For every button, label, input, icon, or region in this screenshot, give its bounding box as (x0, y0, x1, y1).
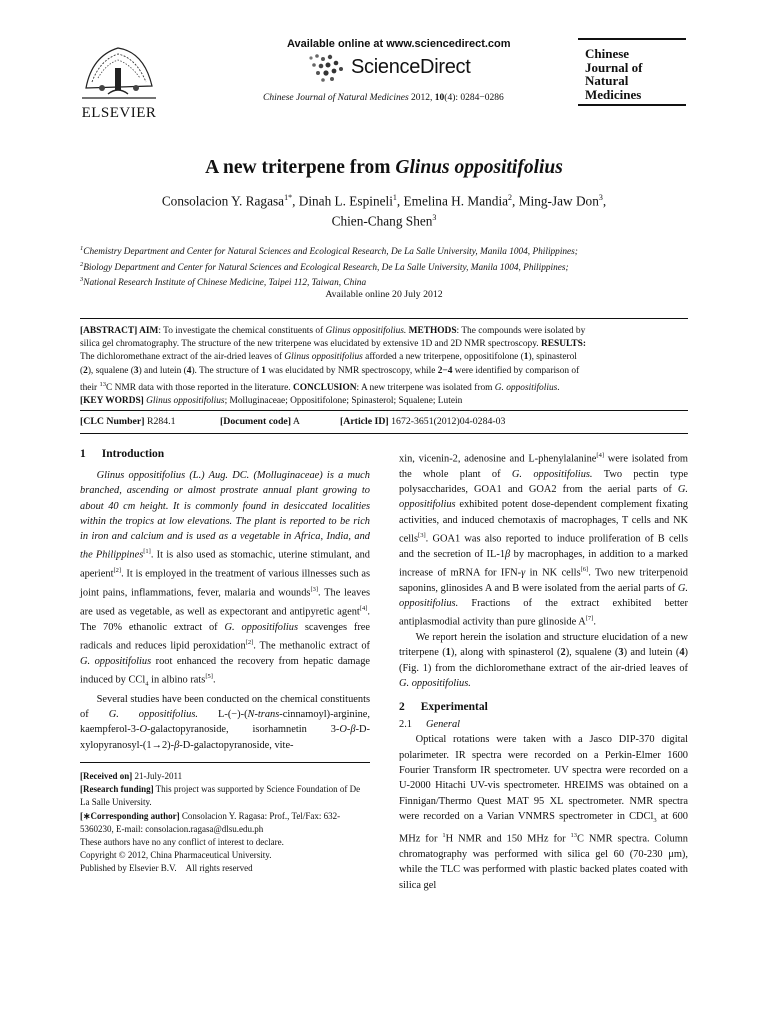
author-name: Consolacion Y. Ragasa (161, 193, 285, 209)
intro-paragraph-4: We report herein the isolation and structure elucidation of a new triterpene (1), along with spinasterol (2), squalene (3) and lutein (4) (Fig. 1) from the dichloromethane extract of the air-dried leaves of G. oppositifolius. (399, 632, 688, 690)
footnote-received: [Received on] 21-July-2011 (80, 771, 183, 781)
authors-line-2 (0, 213, 768, 229)
article-id: [Article ID] 1672-3651(2012)04-0284-03 (340, 416, 506, 427)
article-title (0, 157, 768, 179)
author-name: Ming-Jaw Don (518, 193, 599, 209)
elsevier-tree-icon (78, 38, 160, 102)
author-sup: 2 (508, 193, 513, 202)
author-sup: 3 (598, 193, 603, 202)
document-code: [Document code] A (220, 416, 300, 427)
author-name: Dinah L. Espineli (298, 193, 393, 209)
journal-top-rule (578, 38, 686, 40)
affiliations (80, 243, 690, 290)
right-column (399, 448, 688, 893)
footnote-conflict: These authors have no any conflict of interest to declare. (80, 837, 284, 848)
abstract-top-rule (80, 318, 688, 319)
section-1-heading: 1 Introduction (80, 448, 165, 460)
footnote-copyright: Copyright © 2012, China Pharmaceutical University. (80, 850, 272, 861)
clc-number: [CLC Number] R284.1 (80, 416, 176, 427)
general-paragraph: Optical rotations were taken with a Jasco DIP-370 digital polarimeter. IR spectra were recorded on a Perkin-Elmer 1600 Fourier Transform IR spectrometer. UV spectra were recorded on a U-2000 Hitachi UV-vis spectrometer. HREIMS was obtained on a Finnigan/Thermo Quest MAT 95 XL spectrometer. NMR spectra were recorded on a Varian VNMRS spectrometer in CDCl$_3$ at 600 MHz for $^1$H NMR and 150 MHz for $^{13}$C NMR spectra. Column chromatography was performed with silica gel 60 (70-230 μm), while the TLC was performed with plastic backed plates coated with silica gel (399, 734, 688, 891)
left-column (80, 448, 370, 753)
journal-line-3: Natural (585, 73, 629, 88)
sciencedirect-dots-icon (305, 52, 349, 84)
affiliation: $^2$Biology Department and Center for Natural Sciences and Ecological Research, De La Salle University, Manila 1004, Philippines; (80, 260, 569, 273)
section-2-heading: 2 Experimental (399, 701, 488, 714)
citation-year: 2012, (408, 93, 435, 103)
abstract-mid-rule (80, 410, 688, 411)
clc-line (80, 416, 688, 427)
journal-bottom-rule (578, 104, 686, 106)
abstract-line: (2), squalene (3) and lutein (4). The structure of 1 was elucidated by NMR spectroscopy, while 2−4 were identified by comparison of (80, 365, 580, 376)
elsevier-logo (78, 38, 160, 121)
abstract-line: The dichloromethane extract of the air-dried leaves of Glinus oppositifolius afforded a new triterpene, oppositifolone (1), spinasterol (80, 352, 577, 363)
citation-line (263, 93, 504, 103)
title-species: Glinus oppositifolius (395, 157, 563, 178)
elsevier-wordmark: ELSEVIER (81, 105, 157, 121)
footnote-corresponding: [∗Corresponding author] Consolacion Y. Ragasa: Prof., Tel/Fax: 632-5360230, E-mail: consolacion.ragasa@dlsu.edu.ph (80, 810, 341, 834)
journal-line-1: Chinese (585, 46, 630, 61)
abstract-line: [ABSTRACT] AIM: To investigate the chemical constituents of Glinus oppositifolius. METHODS: The compounds were isolated by (80, 326, 586, 336)
title-text: A new triterpene from (205, 157, 396, 178)
sciencedirect-wordmark: ScienceDirect (351, 56, 471, 78)
journal-line-2: Journal of (585, 59, 643, 75)
abstract-block (80, 325, 688, 408)
author-sup: 1* (284, 193, 293, 202)
footnote-funding: [Research funding] This project was supported by Science Foundation of De La Salle University. (80, 784, 361, 808)
available-date: Available online 20 July 2012 (325, 289, 443, 300)
journal-line-4: Medicines (585, 86, 642, 102)
subsection-2-1-heading: 2.1 General (399, 719, 461, 731)
author-name: Emelina H. Mandia (403, 193, 509, 209)
footnote-published: Published by Elsevier B.V. All rights reserved (80, 863, 253, 874)
footnotes (80, 770, 370, 876)
affiliation: $^1$Chemistry Department and Center for Natural Sciences and Ecological Research, De La Salle University, Manila 1004, Philippines; (80, 245, 578, 258)
citation-pages: (4): 0284−0286 (444, 93, 504, 103)
citation-volume: 10 (434, 93, 445, 103)
available-online-banner: Available online at www.sciencedirect.com (287, 38, 511, 50)
intro-paragraph-1: Glinus oppositifolius (L.) Aug. DC. (Molluginaceae) is a much branched, ascending or almost prostrate annual plant growing to about 40 cm height. It is commonly found in desiccated localities within the tropics at low elevations. The plant is reported to be rich in iron and calcium and is used as a vegetable in Africa, India, and the Philippines[1]. It is also used as stomachic, uterine stimulant, and aperient[2]. It is employed in the treatment of various illnesses such as joint pains, inflammations, fever, malaria and wounds[3]. The leaves are used as vegetable, as well as expectorant and antipyretic agent[4]. The 70% ethanolic extract of G. oppositifolius scavenges free radicals and reduces lipid peroxidation[2]. The methanolic extract of G. oppositifolius root enhanced the recovery from hepatic damage induced by CCl$_4$ in albino rats[5]. (80, 470, 371, 688)
keywords-line: [KEY WORDS] Glinus oppositifolius; Molluginaceae; Oppositifolone; Spinasterol; Squalene; Lutein (80, 396, 463, 407)
author-sup: 3 (432, 213, 437, 222)
citation-journal: Chinese Journal of Natural Medicines (263, 93, 409, 103)
footnote-rule (80, 762, 370, 763)
affiliation: $^3$National Research Institute of Chinese Medicine, Taipei 112, Taiwan, China (80, 276, 367, 289)
author-name: Chien-Chang Shen (331, 213, 433, 229)
intro-paragraph-3: xin, vicenin-2, adenosine and L-phenylalanine[4] were isolated from the whole plant of G. oppositifolius. Two pectin type polysaccharides, GOA1 and GOA2 from the aerial parts of G. oppositifolius exhibited potent dose-dependent complement fixating activities, and induced chemotaxis of macrophages, T cells and NK cells[3]. GOA1 was also reported to induce proliferation of B cells and the secretion of IL-1β by macrophages, in addition to a marked increase of mRNA for IFN-γ in NK cells[6]. Two new triterpenoid saponins, glinosides A and B were isolated from the aerial parts of G. oppositifolius. Fractions of the extract exhibited better antiplasmodial activity than pure glinoside A[7]. (399, 452, 688, 628)
abstract-bottom-rule (80, 433, 688, 434)
abstract-line: silica gel chromatography. The structure of the new triterpene was elucidated by extensive 1D and 2D NMR spectroscopy. RESULTS: (80, 339, 586, 350)
journal-name-block (585, 47, 642, 101)
intro-paragraph-2: Several studies have been conducted on the chemical constituents of G. oppositifolius. L-(−)-(N-trans-cinnamoyl)-arginine, kaempferol-3-O-galactopyranoside, isorhamnetin 3-O-β-D-xylopyranosyl-(1→2)-β-D-galactopyranoside, vite- (80, 693, 370, 751)
authors-line-1: Consolacion Y. Ragasa$^{1*}$, Dinah L. Espineli$^1$, Emelina H. Mandia$^2$, Ming-Jaw Don$^3$, (161, 193, 607, 209)
author-sup: 1 (392, 193, 397, 202)
abstract-line: their $^{13}$C NMR data with those reported in the literature. CONCLUSION: A new triterpene was isolated from G. oppositifolius. (80, 380, 560, 393)
